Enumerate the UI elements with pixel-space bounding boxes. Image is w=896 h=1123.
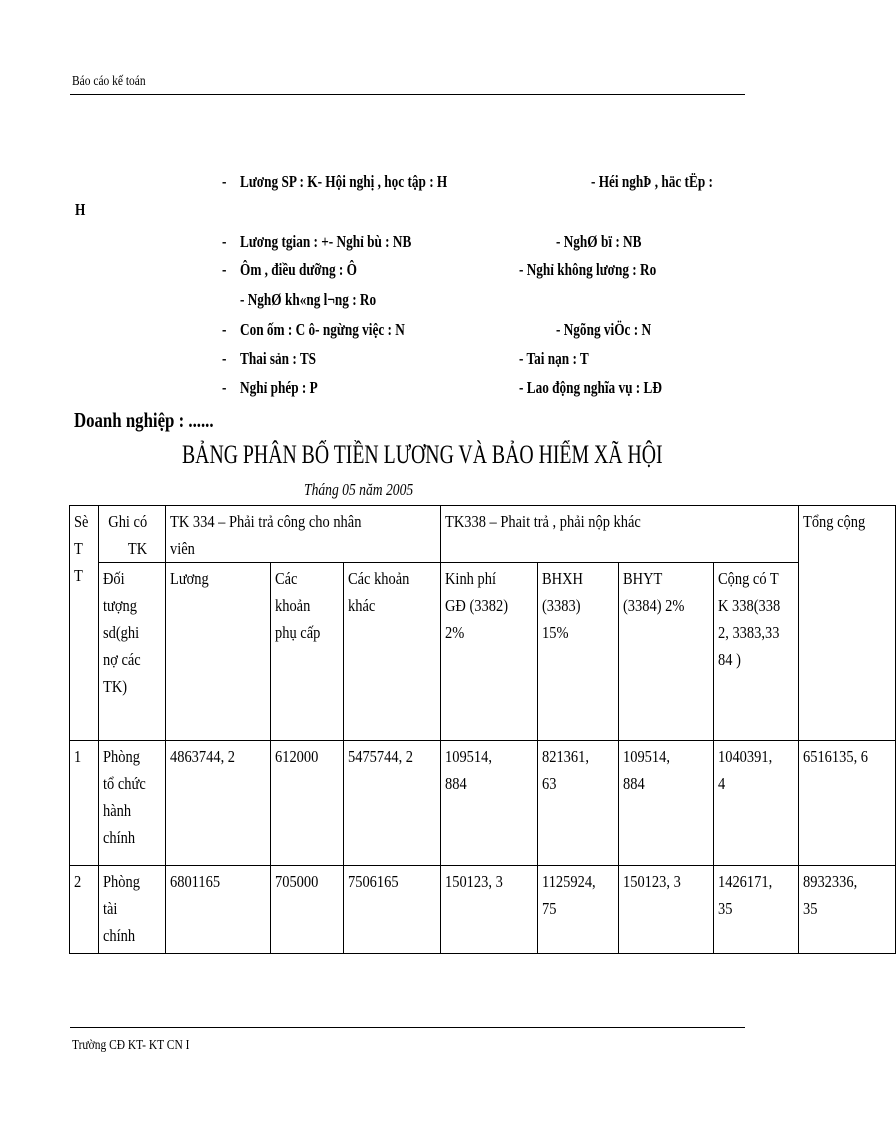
legend-bullet: - [222, 378, 227, 397]
legend-line3-left: Ôm , điều dưỡng : Ô [240, 260, 357, 279]
cell-khoan-khac: 5475744, 2 [344, 741, 441, 866]
cell-name: Phòng tổ chức hành chính [99, 741, 166, 866]
cell-name: Phòng tài chính [99, 866, 166, 954]
page-header: Báo cáo kế toán [72, 74, 146, 89]
header-ghi-co: Ghi có TK [99, 506, 166, 563]
legend-line2-left: Lương tgian : +- Nghỉ bù : NB [240, 232, 412, 251]
header-stt: Sè T T [70, 506, 99, 741]
legend-bullet: - [222, 320, 227, 339]
legend-line6-left: Thai sản : TS [240, 349, 317, 368]
page-subtitle: Tháng 05 năm 2005 [304, 480, 414, 499]
cell-cong-co: 1040391, 4 [714, 741, 799, 866]
cell-bhyt: 109514, 884 [619, 741, 714, 866]
cell-khoan-khac: 7506165 [344, 866, 441, 954]
legend-line5-right: - Ngõng viÖc : N [556, 320, 652, 339]
footer-rule [70, 1027, 745, 1028]
table-row [70, 866, 896, 954]
header-khoan-khac: Các khoản khác [344, 563, 441, 741]
header-tong-cong: Tổng cộng [799, 506, 896, 741]
company-line: Doanh nghiệp : ...... [74, 408, 214, 432]
table-subheader-row [70, 563, 896, 741]
cell-phu-cap: 705000 [271, 866, 344, 954]
legend-bullet: - [222, 172, 227, 191]
header-bhyt: BHYT (3384) 2% [619, 563, 714, 741]
cell-bhxh: 1125924, 75 [538, 866, 619, 954]
cell-stt: 2 [70, 866, 99, 954]
header-phu-cap: Các khoản phụ cấp [271, 563, 344, 741]
legend-line1-left: Lương SP : K- Hội nghị , học tập : H [240, 172, 448, 191]
legend-line4-left: - NghØ kh«ng l¬ng : Ro [240, 290, 377, 309]
legend-line7-left: Nghỉ phép : P [240, 378, 318, 397]
cell-luong: 6801165 [166, 866, 271, 954]
cell-tong-cong: 6516135, 6 [799, 741, 896, 866]
legend-line1-right: - Héi nghÞ , häc tËp : [591, 172, 713, 191]
header-cong-co: Cộng có TK 338(3382, 3383,3384 ) [714, 563, 799, 741]
cell-cong-co: 1426171, 35 [714, 866, 799, 954]
table-row [70, 741, 896, 866]
header-kinh-phi: Kinh phí GĐ (3382) 2% [441, 563, 538, 741]
legend-line7-right: - Lao động nghĩa vụ : LĐ [519, 378, 662, 397]
header-bhxh: BHXH (3383) 15% [538, 563, 619, 741]
legend-bullet: - [222, 232, 227, 251]
header-tk334: TK 334 – Phải trả công cho nhân viên [166, 506, 441, 563]
cell-phu-cap: 612000 [271, 741, 344, 866]
legend-line5-left: Con ốm : C ô- ngừng việc : N [240, 320, 405, 339]
cell-stt: 1 [70, 741, 99, 866]
legend-line1-wrap: H [75, 200, 86, 219]
legend-line3-right: - Nghỉ không lương : Ro [519, 260, 657, 279]
cell-bhxh: 821361, 63 [538, 741, 619, 866]
allocation-table [69, 505, 896, 954]
legend-line6-right: - Tai nạn : T [519, 349, 589, 368]
table-header-row [70, 506, 896, 563]
page-title: BẢNG PHÂN BỔ TIỀN LƯƠNG VÀ BẢO HIỂM XÃ HỘI [182, 440, 663, 469]
legend-line2-right: - NghØ bï : NB [556, 232, 642, 251]
header-doi-tuong: Đối tượng sd(ghi nợ các TK) [99, 563, 166, 741]
legend-bullet: - [222, 260, 227, 279]
header-tk338: TK338 – Phait trả , phải nộp khác [441, 506, 799, 563]
legend-bullet: - [222, 349, 227, 368]
page-footer: Trường CĐ KT- KT CN I [72, 1038, 190, 1053]
cell-kinh-phi: 150123, 3 [441, 866, 538, 954]
cell-tong-cong: 8932336, 35 [799, 866, 896, 954]
cell-kinh-phi: 109514, 884 [441, 741, 538, 866]
cell-bhyt: 150123, 3 [619, 866, 714, 954]
header-luong: Lương [166, 563, 271, 741]
header-rule [70, 94, 745, 95]
cell-luong: 4863744, 2 [166, 741, 271, 866]
